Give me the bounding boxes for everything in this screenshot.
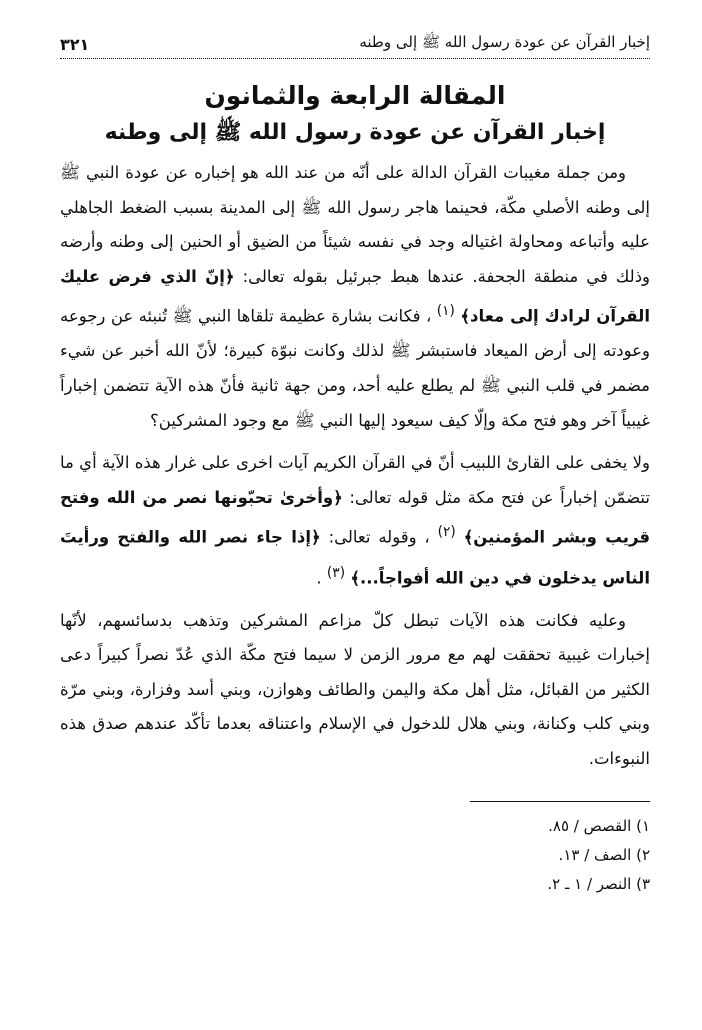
paragraph-1-text-a: ومن جملة مغيبات القرآن الدالة على أنّه من عند الله هو إخباره عن عودة النبي ﷺ إلى وطنه الأصلي مكّة، فحينما هاجر رسول الله ﷺ إلى المدينة بسبب الضغط الجاهلي عليه وأتباعه ومحاولة اغتياله وجد في نفسه شيئاً من الضيق أو الحنين إلى وطنه وأرضه وذلك في منطقة الجحفة. عندها هبط جبرئيل بقوله تعالى: (60, 163, 651, 286)
paragraph-2-text-c: . (316, 568, 322, 588)
footnote-2: ٢) الصف / ١٣. (558, 845, 650, 864)
quran-verse-3: ﴿إذا جاء نصر الله والفتح ورأيتَ الناس يدخلون في دين الله أفواجاً...﴾ (60, 527, 650, 588)
article-body (60, 156, 650, 777)
running-header (60, 30, 650, 59)
book-page (60, 30, 650, 1000)
paragraph-2-text-a: ولا يخفى على القارئ اللبيب أنّ في القرآن الكريم آيات اخرى على غرار هذه الآية أي ما تتضمّن إخباراً عن فتح مكة مثل قوله تعالى: (60, 453, 651, 507)
chapter-title: المقالة الرابعة والثمانون (204, 81, 506, 110)
paragraph-2-text-b: ، وقوله تعالى: (328, 527, 430, 547)
footnotes (60, 812, 650, 899)
chapter-subtitle: إخبار القرآن عن عودة رسول الله ﷺ إلى وطنه (104, 120, 606, 145)
paragraph-1-text-b: ، فكانت بشارة عظيمة تلقاها النبي ﷺ تُنبئه عن رجوعه وعودته إلى أرض الميعاد فاستبشر ﷺ لذلك وكانت نبوّة كبيرة؛ لأنّ الله أخبر عن شيء مضمر في قلب النبي ﷺ لم يطلع عليه أحد، ومن جهة ثانية فأنّ هذه الآية تتضمن إخباراً غيبياً آخر وهو فتح مكة وإلّا كيف سيعود إليها النبي ﷺ مع وجود المشركين؟ (60, 306, 650, 430)
footnote-ref-3: (٣) (326, 564, 346, 581)
quran-verse-1: ﴿إنّ الذي فرض عليك القرآن لرادك إلى معاد﴾ (60, 266, 651, 326)
paragraph-1 (60, 156, 650, 438)
quran-verse-2: ﴿وأخرىٰ تحبّونها نصر من الله وفتح قريب وبشر المؤمنين﴾ (60, 487, 651, 547)
footnote-1: ١) القصص / ٨٥. (548, 816, 650, 835)
footnote-ref-1: (١) (436, 303, 455, 320)
footnote-ref-2: (٢) (437, 524, 456, 541)
paragraph-2 (60, 446, 650, 595)
footnote-divider (470, 801, 650, 802)
paragraph-3: وعليه فكانت هذه الآيات تبطل كلّ مزاعم المشركين وتذهب بدسائسهم، لأنّها إخبارات غيبية تحققت لهم مع مرور الزمن لا سيما فتح مكّة الذي عُدّ نصراً كبيراً دعى الكثير من القبائل، مثل أهل مكة واليمن والطائف وهوازن، وبني أسد وفزارة، وبني مرّة وبني كلب وكنانة، وبني هلال للدخول في الإسلام واعتناقه بعدما تأكّد عندهم صدق هذه النبوءات. (60, 610, 650, 768)
page-number: ٣٢١ (60, 34, 90, 54)
running-header-title: إخبار القرآن عن عودة رسول الله ﷺ إلى وطنه (359, 33, 650, 51)
footnote-3: ٣) النصر / ١ ـ ٢. (547, 874, 650, 893)
